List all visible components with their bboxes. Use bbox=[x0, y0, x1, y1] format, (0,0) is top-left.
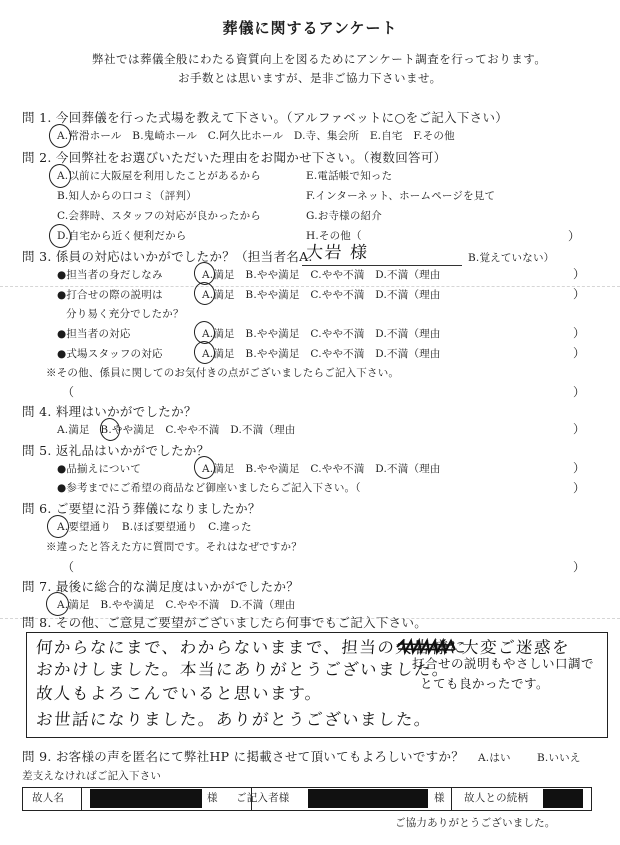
question-3: 問 3. 係員の対応はいかがでしたか？（担当者名A. bbox=[22, 249, 313, 264]
intro-line-2: お手数とは思いますが、是非ご協力下さいませ。 bbox=[178, 71, 442, 85]
q3-row-label: ●式場スタッフの対応 bbox=[57, 348, 163, 360]
q8-handwriting-line-2: おかけしました。本当にありがとうございました。 bbox=[35, 660, 451, 679]
q2-option-h: H.その他（ bbox=[306, 230, 362, 242]
q3-row-label: ●担当者の身だしなみ bbox=[57, 269, 163, 281]
question-6: 問 6. ご要望に沿う葬儀になりましたか？ bbox=[22, 501, 261, 516]
relation-label: 故人との続柄 bbox=[464, 792, 529, 804]
q3-row-label: 分り易く充分でしたか？ bbox=[66, 308, 184, 320]
page-title: 葬儀に関するアンケート bbox=[222, 19, 398, 37]
q9-note: 差支えなければご記入下さい bbox=[22, 770, 162, 782]
q2-option-c: C.会葬時、スタッフの対応が良かったから bbox=[57, 210, 261, 222]
scribble-mark bbox=[395, 638, 457, 656]
q2-option-a: A.以前に大阪屋を利用したことがあるから bbox=[57, 170, 261, 182]
question-8: 問 8. その他、ご意見ご要望がございましたら何事でもご記入下さい。 bbox=[22, 615, 428, 630]
q3-row-close: ） bbox=[573, 267, 586, 281]
q3-b-option: B.覚えていない） bbox=[468, 252, 555, 264]
q3-row2-circle[interactable] bbox=[192, 280, 217, 307]
q2-option-b: B.知人からの口コミ（評判） bbox=[57, 190, 197, 202]
q3-staff-name: 大岩 様 bbox=[305, 243, 370, 263]
question-7: 問 7. 最後に総合的な満足度はいかがでしたか？ bbox=[22, 579, 300, 594]
q3-row-label: ●担当者の対応 bbox=[57, 328, 131, 340]
question-2: 問 2. 今回弊社をお選びいただいた理由をお聞かせ下さい。（複数回答可） bbox=[22, 150, 447, 165]
q3-note: ※その他、係員に関してのお気付きの点がございましたらご記入下さい。 bbox=[46, 367, 400, 379]
q3-name-underline bbox=[302, 265, 462, 266]
q2-h-close: ） bbox=[568, 229, 581, 243]
q2-option-g: G.お寺様の紹介 bbox=[306, 210, 382, 222]
q2-selected-circle-a[interactable] bbox=[47, 162, 74, 190]
q5-row2-label: ●参考までにご希望の商品など御座いましたらご記入下さい。（ bbox=[57, 482, 361, 494]
q5-row2-close: ） bbox=[573, 481, 586, 495]
q3-row-close: ） bbox=[573, 346, 586, 360]
q8-handwriting-line-1b: 大変ご迷惑を bbox=[461, 638, 571, 657]
q7-selected-circle[interactable] bbox=[44, 590, 71, 618]
q6-note: ※違ったと答えた方に質問です。それはなぜですか？ bbox=[46, 541, 302, 553]
q3-row-label: ●打合せの際の説明は bbox=[57, 289, 163, 301]
q8-handwriting-line-2b: 打合せの説明もやさしい口調で bbox=[412, 656, 595, 671]
q3-row-close: ） bbox=[573, 326, 586, 340]
q4-close: ） bbox=[573, 422, 586, 436]
q2-option-e: E.電話帳で知った bbox=[306, 170, 393, 182]
writer-sama: 様 bbox=[434, 792, 445, 804]
question-4: 問 4. 料理はいかがでしたか？ bbox=[22, 404, 197, 419]
q8-handwriting-line-3: 故人もよろこんでいると思います。 bbox=[35, 684, 324, 703]
q4-selected-circle[interactable] bbox=[98, 416, 122, 443]
q3-row-scale: A.満足 B.やや満足 C.やや不満 D.不満（理由 bbox=[202, 348, 441, 360]
q8-handwriting-line-4: お世話になりました。ありがとうございました。 bbox=[35, 710, 433, 729]
q7-options: A.満足 B.やや満足 C.やや不満 D.不満（理由 bbox=[57, 599, 296, 611]
table-divider bbox=[451, 788, 452, 810]
q6-paren-close: ） bbox=[573, 560, 586, 574]
writer-name-label: ご記入者様 bbox=[236, 792, 290, 804]
q6-selected-circle[interactable] bbox=[45, 513, 71, 540]
fold-line bbox=[0, 286, 620, 287]
q3-row-scale: A.満足 B.やや満足 C.やや不満 D.不満（理由 bbox=[202, 269, 441, 281]
deceased-name-label: 故人名 bbox=[32, 792, 65, 804]
question-9: 問 9. お客様の声を匿名にて弊社HP に掲載させて頂いてもよろしいですか？ bbox=[22, 749, 465, 764]
q4-options: A.満足 B.やや満足 C.やや不満 D.不満（理由 bbox=[57, 424, 296, 436]
q5-row1-close: ） bbox=[573, 461, 586, 475]
q5-row1-label: ●品揃えについて bbox=[57, 463, 142, 475]
q3-paren-open: （ bbox=[62, 385, 75, 399]
q6-options: A.要望通り B.ほぼ要望通り C.違った bbox=[57, 521, 252, 533]
question-5: 問 5. 返礼品はいかがでしたか？ bbox=[22, 443, 210, 458]
intro-line-1: 弊社では葬儀全般にわたる資質向上を図るためにアンケート調査を行っております。 bbox=[92, 52, 547, 66]
question-1: 問 1. 今回葬儀を行った式場を教えて下さい。（アルファベットに○をご記入下さい） bbox=[22, 110, 509, 125]
q3-row5-circle[interactable] bbox=[192, 339, 217, 366]
deceased-sama: 様 bbox=[207, 792, 218, 804]
closing-message: ご協力ありがとうございました。 bbox=[395, 817, 556, 829]
q3-row-close: ） bbox=[573, 287, 586, 301]
q6-paren-open: （ bbox=[62, 560, 75, 574]
redacted-deceased-name[interactable] bbox=[90, 789, 202, 808]
q1-options: A.常滑ホール B.鬼崎ホール C.阿久比ホール D.寺、集会所 E.自宅 F.その他 bbox=[57, 130, 455, 142]
q3-row-scale: A.満足 B.やや満足 C.やや不満 D.不満（理由 bbox=[202, 289, 441, 301]
q1-selected-circle[interactable] bbox=[47, 122, 74, 150]
table-divider bbox=[81, 788, 82, 810]
q5-row1-scale: A.満足 B.やや満足 C.やや不満 D.不満（理由 bbox=[202, 463, 441, 475]
q3-paren-close: ） bbox=[573, 385, 586, 399]
q2-selected-circle-d[interactable] bbox=[47, 222, 74, 250]
redacted-writer-name[interactable] bbox=[308, 789, 428, 808]
redacted-relation[interactable] bbox=[543, 789, 583, 808]
q9-option-yes: A.はい bbox=[478, 752, 511, 764]
q2-option-f: F.インターネット、ホームページを見て bbox=[306, 190, 496, 202]
q5-selected-circle[interactable] bbox=[192, 454, 217, 481]
q8-handwriting-line-2c: とても良かったです。 bbox=[420, 676, 550, 691]
q8-handwriting-line-1: 何からなにまで、わからないままで、担当の大岩様に bbox=[35, 638, 469, 657]
q2-option-d: D.自宅から近く便利だから bbox=[57, 230, 187, 242]
q9-option-no: B.いいえ bbox=[537, 752, 581, 764]
q3-row-scale: A.満足 B.やや満足 C.やや不満 D.不満（理由 bbox=[202, 328, 441, 340]
